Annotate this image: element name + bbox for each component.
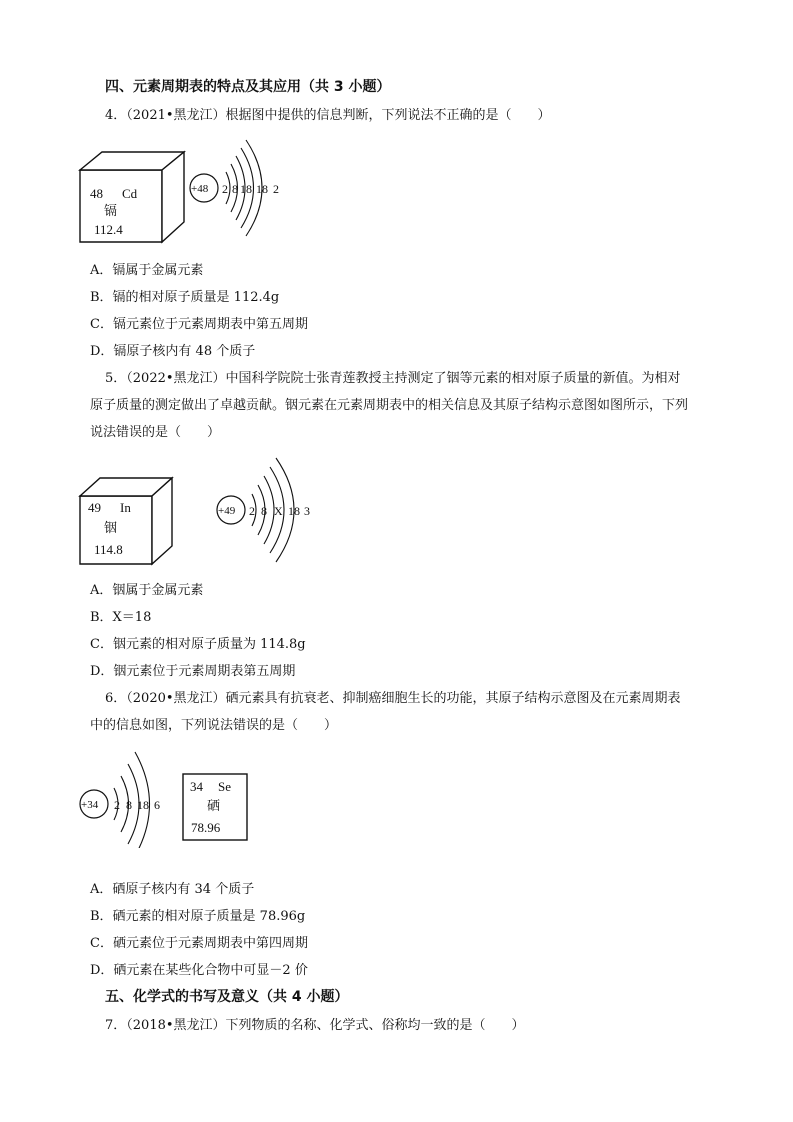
shell-electron-count: X	[274, 504, 283, 518]
section-heading-four: 四、元素周期表的特点及其应用（共 3 小题）	[105, 79, 391, 95]
shell-electron-count: 8	[232, 182, 238, 196]
section-heading-five: 五、化学式的书写及意义（共 4 小题）	[105, 989, 349, 1005]
question-4-option-a: A．镉属于金属元素	[90, 263, 204, 278]
selenium-atom-diagram	[80, 752, 160, 848]
question-4-option-b: B．镉的相对原子质量是 112.4g	[90, 290, 280, 305]
shell-electron-count: 8	[261, 504, 267, 518]
shell-electron-count: 2	[249, 504, 255, 518]
question-7-stem: 7．（2018•黑龙江）下列物质的名称、化学式、俗称均一致的是（ ）	[105, 1018, 525, 1033]
shell-electron-count: 2	[114, 798, 120, 812]
shell-electron-count: 2	[222, 182, 228, 196]
question-5-option-d: D．铟元素位于元素周期表第五周期	[90, 664, 296, 679]
element-number: 49	[88, 500, 101, 515]
shell-electron-count: 3	[304, 504, 310, 518]
question-6-stem-line-1: 6．（2020•黑龙江）硒元素具有抗衰老、抑制癌细胞生长的功能，其原子结构示意图及在元素周期表	[105, 691, 681, 706]
element-symbol: In	[120, 500, 131, 515]
selenium-element-box	[183, 774, 247, 840]
question-5-stem-line-3: 说法错误的是（ ）	[90, 425, 221, 440]
question-5-option-a: A．铟属于金属元素	[90, 583, 204, 598]
element-name: 硒	[207, 798, 221, 813]
shell-electron-count: 6	[154, 798, 160, 812]
element-symbol: Se	[218, 779, 231, 794]
question-5-stem-line-2: 原子质量的测定做出了卓越贡献。铟元素在元素周期表中的相关信息及其原子结构示意图如图所示，下列	[90, 398, 689, 413]
element-number: 34	[190, 779, 203, 794]
question-4-figure	[78, 130, 288, 245]
shell-electron-count: 18	[240, 182, 252, 196]
question-6-option-c: C．硒元素位于元素周期表中第四周期	[90, 936, 308, 951]
element-name: 铟	[104, 520, 118, 535]
question-5-option-b: B．X＝18	[90, 610, 152, 625]
cadmium-element-cube	[80, 152, 184, 242]
question-4-option-c: C．镉元素位于元素周期表中第五周期	[90, 317, 308, 332]
question-4-stem: 4．（2021•黑龙江）根据图中提供的信息判断，下列说法不正确的是（ ）	[105, 108, 551, 123]
indium-element-cube	[80, 478, 172, 564]
shell-electron-count: 18	[256, 182, 268, 196]
indium-atom-diagram	[217, 458, 310, 562]
question-4-option-d: D．镉原子核内有 48 个质子	[90, 344, 256, 359]
question-5-stem-line-1: 5．（2022•黑龙江）中国科学院院士张青莲教授主持测定了铟等元素的相对原子质量的新值。为相对	[105, 371, 681, 386]
question-6-option-b: B．硒元素的相对原子质量是 78.96g	[90, 909, 306, 924]
question-6-figure	[76, 738, 256, 848]
shell-electron-count: 18	[288, 504, 300, 518]
nucleus-charge: +48	[191, 183, 209, 195]
cadmium-atom-diagram	[190, 140, 279, 236]
element-mass: 112.4	[94, 222, 123, 237]
question-5-figure	[78, 448, 328, 568]
element-mass: 78.96	[191, 820, 221, 835]
element-number: 48	[90, 186, 103, 201]
element-symbol: Cd	[122, 186, 138, 201]
question-6-stem-line-2: 中的信息如图，下列说法错误的是（ ）	[90, 718, 338, 733]
element-name: 镉	[104, 203, 118, 218]
shell-electron-count: 8	[126, 798, 132, 812]
question-5-option-c: C．铟元素的相对原子质量为 114.8g	[90, 637, 306, 652]
question-6-option-d: D．硒元素在某些化合物中可显－2 价	[90, 963, 308, 978]
element-mass: 114.8	[94, 542, 123, 557]
nucleus-charge: +34	[81, 799, 99, 811]
shell-electron-count: 18	[137, 798, 149, 812]
question-6-option-a: A．硒原子核内有 34 个质子	[90, 882, 255, 897]
shell-electron-count: 2	[273, 182, 279, 196]
nucleus-charge: +49	[218, 505, 236, 517]
